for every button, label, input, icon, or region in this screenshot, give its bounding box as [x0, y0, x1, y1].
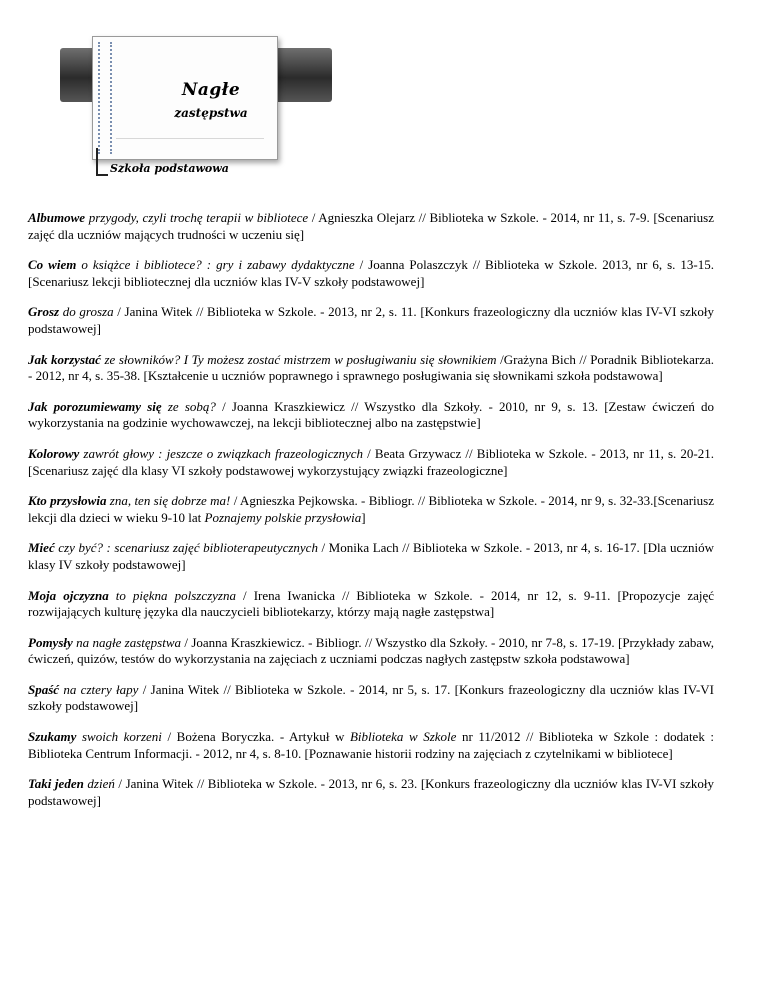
bibliography-entry: [28, 446, 714, 479]
entry-title: na nagłe zastępstwa: [72, 634, 182, 650]
entry-title: ze słowników? I Ty możesz zostać mistrzem w posługiwaniu się słownikiem: [100, 351, 497, 367]
bibliography-entry: [28, 635, 714, 668]
entry-italic-mid: Biblioteka w Szkole: [349, 729, 457, 745]
bibliography-list: [28, 210, 714, 823]
bibliography-entry: [28, 776, 714, 809]
entry-details: / Beata Grzywacz // Biblioteka w Szkole. - 2013, nr 11, s. 20-21.[Scenariusz zajęć dla klasy VI szkoły podstawowej wykorzystujący związki frazeologiczne]: [28, 445, 714, 478]
entry-title: dzień: [83, 776, 115, 792]
entry-details: / Bożena Boryczka. - Artykuł w: [161, 729, 350, 745]
entry-title: do grosza: [59, 304, 114, 320]
entry-details: / Joanna Polaszczyk // Biblioteka w Szkole. 2013, nr 6, s. 13-15. [Scenariusz lekcji bibliotecznej dla uczniów klas IV-V szkoły podstawowej]: [28, 257, 714, 289]
entry-title: na cztery łapy: [59, 681, 139, 697]
entry-keyword: Grosz: [28, 304, 60, 320]
bibliography-entry: [28, 729, 714, 762]
bibliography-entry: [28, 399, 714, 432]
entry-details: / Joanna Kraszkiewicz // Wszystko dla Szkoły. - 2010, nr 9, s. 13. [Zestaw ćwiczeń do wykorzystania na godzinie wychowawczej, na lekcji bibliotecznej albo na zastępstwie]: [28, 398, 714, 431]
entry-title: to piękna polszczyzna: [108, 587, 236, 603]
entry-details: /Grażyna Bich // Poradnik Bibliotekarza. - 2012, nr 4, s. 35-38. [Kształcenie u uczniów poprawnego i sprawnego posługiwania się słownikami szkoła podstawowa]: [28, 351, 714, 384]
notebook-spiral: [98, 42, 112, 154]
entry-keyword: Moja ojczyzna: [28, 587, 109, 603]
bibliography-entry: [28, 352, 714, 385]
bibliography-entry: [28, 257, 714, 290]
entry-keyword: Albumowe: [28, 210, 86, 225]
header-bar-left: [60, 48, 96, 102]
header-title-line1: Nagłe: [181, 80, 241, 100]
entry-keyword: Spaść: [28, 681, 60, 697]
entry-details: / Agnieszka Olejarz // Biblioteka w Szkole. - 2014, nr 11, s. 7-9. [Scenariusz zajęć dla uczniów mających trudności w uczeniu się]: [28, 210, 714, 242]
entry-keyword: Mieć: [28, 540, 55, 556]
header-graphic: [60, 36, 340, 186]
bibliography-entry: [28, 210, 714, 243]
entry-keyword: Szukamy: [28, 729, 77, 745]
bibliography-entry: [28, 540, 714, 573]
bibliography-entry: [28, 304, 714, 337]
entry-title: przygody, czyli trochę terapii w bibliotece: [85, 210, 309, 225]
entry-keyword: Jak korzystać: [28, 351, 101, 367]
entry-details-continued: nr 11/2012 // Biblioteka w Szkole : dodatek : Biblioteka Centrum Informacji. - 2012, nr 4, s. 8-10. [Poznawanie historii rodziny na zajęciach z czytelnikami w bibliotece]: [28, 729, 715, 761]
entry-details: / Agnieszka Pejkowska. - Bibliogr. // Biblioteka w Szkole. - 2014, nr 9, s. 32-33.[Scenariusz lekcji dla dzieci w wieku 9-10 lat: [28, 493, 714, 525]
notebook-line: [116, 138, 264, 139]
corner-mark: [96, 148, 108, 176]
entry-keyword: Pomysły: [28, 634, 73, 650]
bibliography-entry: [28, 493, 714, 526]
entry-details: / Janina Witek // Biblioteka w Szkole. - 2014, nr 5, s. 17. [Konkurs frazeologiczny dla uczniów klas IV-VI szkoły podstawowej]: [28, 681, 714, 714]
entry-details: / Irena Iwanicka // Biblioteka w Szkole. - 2014, nr 12, s. 9-11. [Propozycje zajęć rozwijających kulturę języka dla nauczycieli bibliotekarzy, którzy mają nagłe zastępstwa]: [28, 587, 715, 620]
entry-keyword: Kolorowy: [28, 445, 80, 461]
entry-details: / Monika Lach // Biblioteka w Szkole. - 2013, nr 4, s. 16-17. [Dla uczniów klasy IV szkoły podstawowej]: [28, 540, 714, 572]
entry-keyword: Kto przysłowia: [28, 493, 107, 509]
entry-title: zawrót głowy : jeszcze o związkach frazeologicznych: [79, 445, 364, 461]
entry-keyword: Co wiem: [28, 257, 77, 273]
entry-details: / Joanna Kraszkiewicz. - Bibliogr. // Wszystko dla Szkoły. - 2010, nr 7-8, s. 17-19. [Przykłady zabaw, ćwiczeń, quizów, testów do wykorzystania na zajęciach z uczniami podczas nagłych zastępstw szkoła podstawowa]: [28, 634, 714, 667]
entry-title: zna, ten się dobrze ma!: [106, 493, 231, 509]
entry-details: / Janina Witek // Biblioteka w Szkole. - 2013, nr 6, s. 23. [Konkurs frazeologiczny dla uczniów klas IV-VI szkoły podstawowej]: [28, 776, 714, 808]
bibliography-entry: [28, 682, 714, 715]
entry-title: o książce i bibliotece? : gry i zabawy dydaktyczne: [76, 257, 355, 273]
header-subtitle: Szkoła podstawowa: [110, 162, 229, 175]
entry-tail-end: ]: [361, 509, 366, 525]
entry-title: ze sobą?: [161, 398, 216, 414]
entry-keyword: Jak porozumiewamy się: [28, 398, 162, 414]
bibliography-entry: [28, 588, 714, 621]
entry-italic-tail: Poznajemy polskie przysłowia: [204, 509, 362, 525]
entry-keyword: Taki jeden: [28, 776, 84, 792]
entry-details: / Janina Witek // Biblioteka w Szkole. - 2013, nr 2, s. 11. [Konkurs frazeologiczny dla uczniów klas IV-VI szkoły podstawowej]: [28, 304, 714, 336]
entry-title: czy być? : scenariusz zajęć biblioterapeutycznych: [54, 540, 318, 556]
header-title-line2: zastępstwa: [174, 106, 248, 120]
entry-title: swoich korzeni: [76, 729, 162, 745]
